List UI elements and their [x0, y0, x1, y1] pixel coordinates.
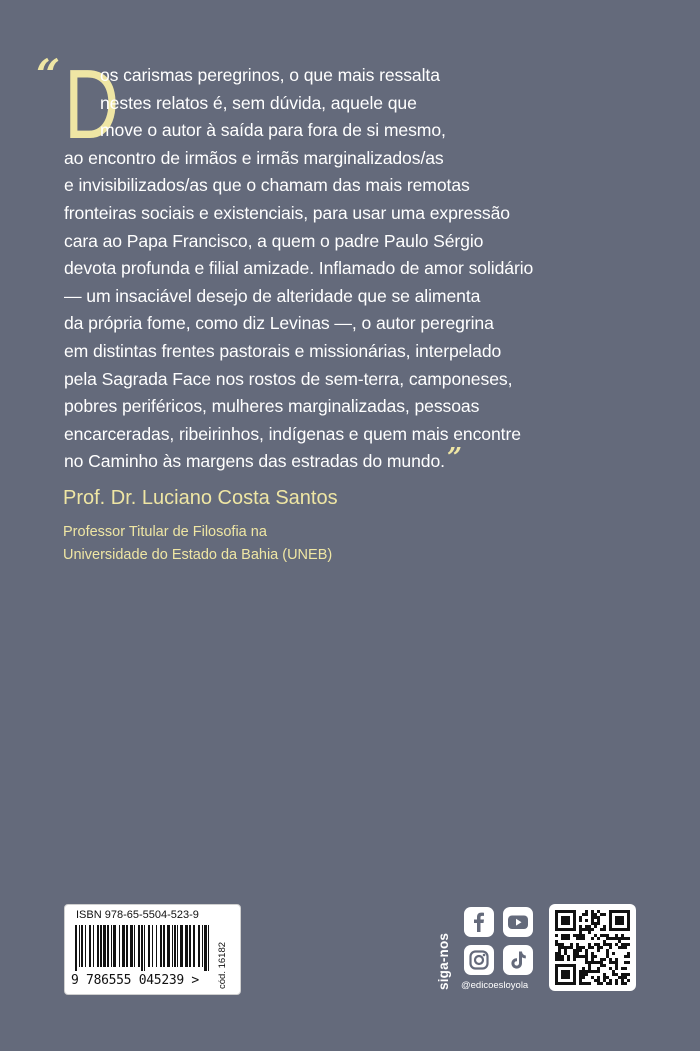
barcode-bar [148, 925, 150, 967]
qr-module [621, 943, 624, 946]
qr-module [609, 982, 612, 985]
qr-module [606, 943, 609, 946]
qr-module [588, 961, 591, 964]
qr-module [597, 976, 600, 979]
qr-module [555, 940, 558, 943]
barcode-bar [126, 925, 128, 967]
qr-module [591, 958, 594, 961]
author-role-line: Universidade do Estado da Bahia (UNEB) [63, 547, 333, 563]
qr-module [588, 967, 591, 970]
qr-module [624, 976, 627, 979]
qr-module [597, 922, 600, 925]
qr-module [564, 949, 567, 952]
qr-module [567, 955, 570, 958]
qr-module [597, 916, 600, 919]
barcode-bar [119, 925, 120, 967]
qr-module [603, 934, 606, 937]
qr-module [627, 961, 630, 964]
qr-module [558, 955, 561, 958]
qr-module [585, 970, 588, 973]
qr-module [615, 934, 618, 937]
qr-module [579, 931, 582, 934]
qr-module [600, 934, 603, 937]
barcode-bar [177, 925, 178, 967]
qr-module [591, 976, 594, 979]
qr-module [600, 982, 603, 985]
qr-module [582, 970, 585, 973]
qr-module [600, 964, 603, 967]
qr-module [606, 949, 609, 952]
qr-module [567, 937, 570, 940]
qr-module [591, 946, 594, 949]
qr-module [591, 952, 594, 955]
qr-module [606, 952, 609, 955]
qr-module [621, 946, 624, 949]
qr-module [588, 946, 591, 949]
qr-code[interactable] [549, 904, 636, 991]
qr-module [597, 946, 600, 949]
qr-module [555, 934, 558, 937]
barcode-bar [152, 925, 153, 967]
follow-us-label: siga-nos [436, 932, 451, 990]
isbn-label: ISBN 978-65-5504-523-9 [76, 909, 199, 921]
barcode-bar [174, 925, 176, 967]
qr-module [591, 937, 594, 940]
quote-line: pobres periféricos, mulheres marginalizadas, pessoas [64, 396, 480, 417]
quote-line: fronteiras sociais e existenciais, para usar uma expressão [64, 202, 510, 223]
qr-module [594, 925, 597, 928]
qr-module [585, 958, 588, 961]
qr-module [579, 976, 582, 979]
barcode-bar [160, 925, 162, 967]
barcode-bar [97, 925, 99, 967]
qr-module [591, 961, 594, 964]
qr-module [615, 937, 618, 940]
qr-module [576, 937, 579, 940]
qr-module [618, 946, 621, 949]
quote-line: nestes relatos é, sem dúvida, aquele que [100, 92, 417, 113]
author-role [63, 521, 332, 567]
qr-module [615, 961, 618, 964]
qr-module [594, 961, 597, 964]
qr-module [576, 955, 579, 958]
barcode-bar [144, 925, 145, 971]
qr-module [609, 961, 612, 964]
qr-module [615, 973, 618, 976]
qr-module [573, 955, 576, 958]
qr-module [594, 943, 597, 946]
qr-module [594, 955, 597, 958]
qr-module [609, 967, 612, 970]
qr-module [597, 967, 600, 970]
qr-module [612, 970, 615, 973]
qr-module [603, 976, 606, 979]
qr-module [600, 946, 603, 949]
quote-line: cara ao Papa Francisco, a quem o padre Paulo Sérgio [64, 230, 484, 251]
qr-module [582, 937, 585, 940]
qr-module [627, 973, 630, 976]
barcode-bar [185, 925, 188, 967]
qr-module [621, 982, 624, 985]
barcode-bars [75, 925, 211, 971]
qr-module [585, 982, 588, 985]
qr-module [594, 922, 597, 925]
qr-finder [615, 916, 624, 925]
facebook-icon[interactable] [464, 907, 494, 937]
qr-module [603, 928, 606, 931]
qr-module [600, 928, 603, 931]
qr-module [609, 979, 612, 982]
qr-module [579, 973, 582, 976]
qr-module [621, 979, 624, 982]
qr-module [576, 934, 579, 937]
qr-module [615, 943, 618, 946]
qr-module [588, 928, 591, 931]
qr-module [555, 958, 558, 961]
product-code: cód. 16182 [217, 941, 228, 989]
barcode-bar [100, 925, 102, 967]
qr-module [594, 934, 597, 937]
qr-module [576, 943, 579, 946]
close-quote-mark: ” [446, 443, 462, 474]
barcode-bar [134, 925, 135, 967]
barcode-bar [180, 925, 183, 967]
qr-module [573, 958, 576, 961]
barcode-bar [208, 925, 209, 971]
qr-module [579, 919, 582, 922]
barcode-bar [163, 925, 165, 967]
qr-module [591, 919, 594, 922]
barcode-bar [111, 925, 112, 967]
qr-module [582, 955, 585, 958]
qr-module [561, 937, 564, 940]
qr-module [600, 958, 603, 961]
quote-line: devota profunda e filial amizade. Inflamado de amor solidário [64, 258, 534, 279]
qr-module [585, 973, 588, 976]
qr-module [558, 946, 561, 949]
barcode-bar [198, 925, 200, 967]
isbn-barcode [64, 904, 241, 995]
barcode-bar [193, 925, 195, 967]
qr-module [579, 925, 582, 928]
qr-module [594, 970, 597, 973]
qr-module [597, 979, 600, 982]
qr-module [579, 979, 582, 982]
qr-module [603, 943, 606, 946]
qr-module [603, 979, 606, 982]
qr-module [585, 910, 588, 913]
qr-module [603, 940, 606, 943]
qr-module [618, 940, 621, 943]
quote-line: ao encontro de irmãos e irmãs marginalizados/as [64, 147, 444, 168]
qr-module [609, 943, 612, 946]
barcode-bar [103, 925, 106, 967]
qr-module [615, 958, 618, 961]
qr-module [582, 934, 585, 937]
qr-module [621, 976, 624, 979]
qr-module [621, 937, 624, 940]
qr-module [624, 961, 627, 964]
qr-module [591, 928, 594, 931]
qr-module [555, 943, 558, 946]
qr-module [609, 958, 612, 961]
author-role-line: Professor Titular de Filosofia na [63, 524, 267, 540]
qr-module [555, 952, 558, 955]
qr-module [561, 934, 564, 937]
qr-module [609, 937, 612, 940]
qr-module [612, 952, 615, 955]
qr-module [588, 925, 591, 928]
qr-module [594, 913, 597, 916]
barcode-bar [122, 925, 125, 967]
quote-line: pela Sagrada Face nos rostos de sem-terra, camponeses, [64, 368, 513, 389]
barcode-bar [85, 925, 86, 967]
qr-module [627, 952, 630, 955]
qr-module [612, 961, 615, 964]
qr-module [585, 928, 588, 931]
qr-module [558, 943, 561, 946]
qr-finder [561, 916, 570, 925]
qr-module [627, 955, 630, 958]
qr-module [597, 937, 600, 940]
qr-module [618, 937, 621, 940]
qr-module [564, 946, 567, 949]
barcode-bar [93, 925, 94, 967]
barcode-bar [89, 925, 91, 967]
qr-module [561, 955, 564, 958]
qr-module [582, 973, 585, 976]
qr-module [582, 928, 585, 931]
qr-module [576, 946, 579, 949]
qr-module [591, 910, 594, 913]
barcode-bar [189, 925, 191, 967]
barcode-bar [130, 925, 133, 967]
quote-line: no Caminho às margens das estradas do mundo.” [64, 443, 462, 474]
qr-module [615, 982, 618, 985]
qr-module [627, 937, 630, 940]
barcode-bar [81, 925, 83, 967]
qr-module [597, 961, 600, 964]
quote-text [36, 49, 534, 476]
qr-module [588, 964, 591, 967]
qr-module [591, 955, 594, 958]
qr-module [585, 955, 588, 958]
qr-module [612, 937, 615, 940]
qr-module [582, 946, 585, 949]
qr-module [615, 964, 618, 967]
qr-module [603, 913, 606, 916]
qr-module [591, 913, 594, 916]
qr-module [582, 967, 585, 970]
qr-module [603, 925, 606, 928]
qr-module [603, 958, 606, 961]
barcode-bar [204, 925, 207, 971]
qr-module [594, 916, 597, 919]
qr-module [621, 934, 624, 937]
social-handle[interactable]: @edicoesloyola [461, 980, 529, 991]
qr-module [579, 916, 582, 919]
qr-finder [561, 970, 570, 979]
qr-module [615, 967, 618, 970]
qr-module [567, 934, 570, 937]
qr-module [597, 919, 600, 922]
qr-module [597, 910, 600, 913]
qr-module [597, 943, 600, 946]
qr-module [585, 949, 588, 952]
qr-module [579, 949, 582, 952]
qr-module [561, 946, 564, 949]
quote-line: move o autor à saída para fora de si mesmo, [100, 120, 446, 141]
qr-module [576, 952, 579, 955]
qr-module [606, 955, 609, 958]
qr-module [564, 952, 567, 955]
qr-module [618, 976, 621, 979]
qr-module [564, 934, 567, 937]
qr-module [621, 973, 624, 976]
quote-line: os carismas peregrinos, o que mais ressalta [100, 65, 440, 85]
qr-module [600, 913, 603, 916]
qr-module [603, 973, 606, 976]
qr-module [627, 943, 630, 946]
qr-module [606, 937, 609, 940]
qr-module [564, 937, 567, 940]
qr-module [624, 973, 627, 976]
qr-module [579, 982, 582, 985]
qr-module [588, 970, 591, 973]
qr-module [570, 946, 573, 949]
qr-module [597, 982, 600, 985]
quote-line: da própria fome, como diz Levinas —, o autor peregrina [64, 313, 494, 334]
barcode-bar [107, 925, 109, 967]
qr-module [573, 949, 576, 952]
qr-module [558, 952, 561, 955]
quote-line: encarceradas, ribeirinhos, indígenas e quem mais encontre [64, 423, 521, 444]
qr-module [597, 970, 600, 973]
qr-module [555, 955, 558, 958]
qr-module [585, 925, 588, 928]
qr-module [591, 922, 594, 925]
qr-module [615, 979, 618, 982]
qr-module [606, 934, 609, 937]
qr-module [624, 946, 627, 949]
barcode-bar [167, 925, 170, 967]
quote-line: e invisibilizados/as que o chamam das mais remotas [64, 175, 470, 196]
qr-module [588, 931, 591, 934]
qr-module [594, 979, 597, 982]
barcode-bar [141, 925, 143, 971]
qr-module [558, 949, 561, 952]
qr-module [567, 946, 570, 949]
qr-module [588, 982, 591, 985]
qr-module [585, 919, 588, 922]
qr-module [576, 949, 579, 952]
drop-cap: D [64, 49, 120, 159]
qr-module [606, 976, 609, 979]
qr-module [591, 970, 594, 973]
qr-module [627, 979, 630, 982]
qr-module [570, 943, 573, 946]
qr-module [609, 946, 612, 949]
qr-module [624, 967, 627, 970]
qr-module [582, 913, 585, 916]
qr-module [561, 943, 564, 946]
qr-module [582, 976, 585, 979]
barcode-bar [75, 925, 77, 971]
qr-module [585, 913, 588, 916]
qr-module [597, 949, 600, 952]
qr-module [573, 952, 576, 955]
qr-module [579, 937, 582, 940]
qr-module [579, 955, 582, 958]
qr-module [624, 982, 627, 985]
qr-module [606, 982, 609, 985]
barcode-bar [79, 925, 80, 967]
barcode-digits: 9 786555 045239 > [71, 973, 199, 988]
tiktok-icon[interactable] [503, 945, 533, 975]
youtube-icon[interactable] [503, 907, 533, 937]
qr-module [579, 934, 582, 937]
qr-module [579, 928, 582, 931]
barcode-bar [113, 925, 116, 967]
qr-module [588, 943, 591, 946]
qr-module [624, 955, 627, 958]
qr-module [585, 961, 588, 964]
qr-module [561, 958, 564, 961]
qr-module [573, 934, 576, 937]
instagram-icon[interactable] [464, 945, 494, 975]
qr-module [600, 961, 603, 964]
qr-module [582, 982, 585, 985]
quote-line: — um insaciável desejo de alteridade que se alimenta [64, 285, 481, 306]
qr-module [612, 973, 615, 976]
qr-module [585, 952, 588, 955]
qr-module [624, 937, 627, 940]
qr-module [591, 916, 594, 919]
qr-module [579, 970, 582, 973]
qr-module [558, 958, 561, 961]
qr-module [579, 946, 582, 949]
qr-module [603, 964, 606, 967]
qr-module [621, 967, 624, 970]
barcode-bar [156, 925, 157, 967]
author-name: Prof. Dr. Luciano Costa Santos [63, 487, 338, 509]
barcode-bar [172, 925, 173, 967]
quote-line: em distintas frentes pastorais e missionárias, interpelado [64, 340, 502, 361]
open-quote-mark: “ [36, 50, 61, 99]
qr-module [567, 958, 570, 961]
barcode-bar [202, 925, 203, 967]
qr-module [624, 943, 627, 946]
barcode-bar [138, 925, 140, 967]
